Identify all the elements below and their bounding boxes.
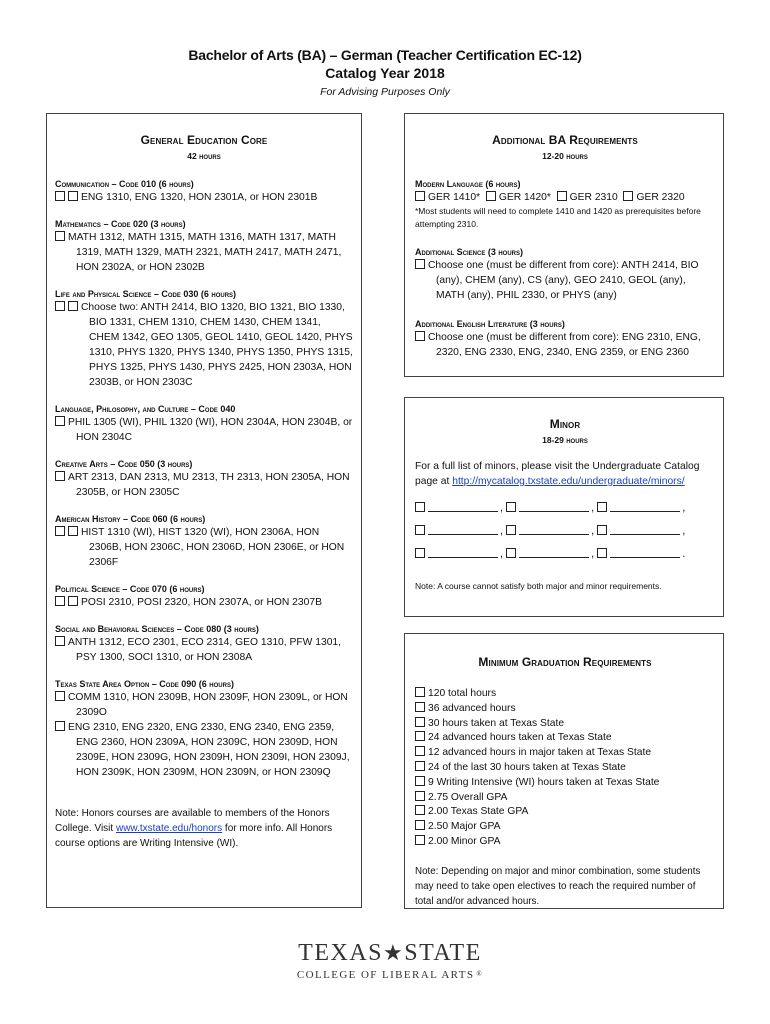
grad-title: Minimum Graduation Requirements [478,655,652,669]
checkbox[interactable] [415,717,425,727]
logo-wordmark: TEXAS★STATE [298,940,482,966]
checkbox[interactable] [55,596,65,606]
minor-course-field[interactable] [428,546,498,558]
general-education-box [46,113,362,908]
minor-course-field[interactable] [519,546,589,558]
grad-item: 2.50 Major GPA [415,820,715,835]
ba-hours: 12-20 hours [542,151,588,161]
area-option-heading: Texas State Area Option – Code 090 (6 hours) [55,679,234,689]
checkbox[interactable] [486,191,496,201]
science-courses: Choose two: ANTH 2414, BIO 1320, BIO 1321, BIO 1330, BIO 1331, CHEM 1310, CHEM 1430, CHEM 1341, CHEM 1342, GEO 1305, GEOL 1410, GEOL 1420, PHYS 1310, PHYS 1320, PHYS 1340, PHYS 1350, PHYS 1315, PHYS 1325, PHYS 1430, PHYS 2425, HON 2303A, HON 2303B, or HON 2303C [55,300,353,390]
additional-ba-box [404,113,724,377]
checkbox[interactable] [415,502,425,512]
area-option-courses-1: COMM 1310, HON 2309B, HON 2309F, HON 2309L, or HON 2309O [55,690,353,720]
minor-blank-row: , , , [415,497,715,520]
communication-heading: Communication – Code 010 (6 hours) [55,179,194,189]
mathematics-courses: MATH 1312, MATH 1315, MATH 1316, MATH 1317, MATH 1319, MATH 1329, MATH 2321, MATH 2417, MATH 2471, HON 2302A, or HON 2302B [55,230,353,275]
minor-course-field[interactable] [519,500,589,512]
minors-catalog-link[interactable]: http://mycatalog.txstate.edu/undergraduate/minors/ [452,476,685,487]
checkbox[interactable] [415,820,425,830]
catalog-year: Catalog Year 2018 [325,65,445,81]
language-note: *Most students will need to complete 1410 and 1420 as prerequisites before attempting 2310. [415,206,701,229]
minor-course-field[interactable] [610,546,680,558]
mathematics-heading: Mathematics – Code 020 (3 hours) [55,219,186,229]
minor-blank-row: , , . [415,543,715,566]
minor-course-field[interactable] [428,500,498,512]
modern-language-options: GER 1410* GER 1420* GER 2310 GER 2320 [415,190,715,205]
star-icon: ★ [383,940,405,965]
honors-link[interactable]: www.txstate.edu/honors [115,823,223,834]
grad-item: 24 of the last 30 hours taken at Texas State [415,761,715,776]
checkbox[interactable] [68,191,78,201]
area-option-courses-2: ENG 2310, ENG 2320, ENG 2330, ENG 2340, ENG 2359, ENG 2360, HON 2309A, HON 2309C, HON 2309D, HON 2309E, HON 2309G, HON 2309H, HON 2309I, HON 2309J, HON 2309K, HON 2309M, HON 2309N, or HON 2309Q [55,720,353,780]
checkbox[interactable] [415,687,425,697]
checkbox[interactable] [55,231,65,241]
checkbox[interactable] [597,502,607,512]
checkbox[interactable] [415,761,425,771]
social-sciences-courses: ANTH 1312, ECO 2301, ECO 2314, GEO 1310, PFW 1301, PSY 1300, SOCI 1310, or HON 2308A [55,635,353,665]
grad-item: 24 advanced hours taken at Texas State [415,731,715,746]
checkbox[interactable] [623,191,633,201]
communication-courses: ENG 1310, ENG 1320, HON 2301A, or HON 2301B [55,190,353,205]
advising-note: For Advising Purposes Only [320,86,450,98]
honors-note: Note: Honors courses are available to members of the Honors College. Visit www.txstate.edu/honors for more info. All Honors course options are Writing Intensive (WI). [55,808,333,849]
college-name: COLLEGE OF LIBERAL ARTS ® [296,969,484,981]
minor-note: Note: A course cannot satisfy both major and minor requirements. [415,581,662,591]
gen-ed-hours: 42 hours [187,151,221,161]
checkbox[interactable] [68,526,78,536]
grad-item: 120 total hours [415,687,715,702]
checkbox[interactable] [506,525,516,535]
checkbox[interactable] [415,805,425,815]
grad-note: Note: Depending on major and minor combination, some students may need to take open electives to reach the required number of total and/or advanced hours. [415,865,701,907]
minor-blank-row: , , , [415,520,715,543]
grad-item: 2.00 Minor GPA [415,835,715,850]
minor-title: Minor [549,417,581,431]
political-science-courses: POSI 2310, POSI 2320, HON 2307A, or HON 2307B [55,595,353,610]
checkbox[interactable] [415,731,425,741]
checkbox[interactable] [506,548,516,558]
american-history-heading: American History – Code 060 (6 hours) [55,514,206,524]
page-title: Bachelor of Arts (BA) – German (Teacher Certification EC-12) [188,47,582,63]
checkbox[interactable] [597,525,607,535]
english-literature-courses: Choose one (must be different from core): ENG 2310, ENG, 2320, ENG 2330, ENG, 2340, ENG 2359, or ENG 2360 [415,330,715,360]
language-philosophy-heading: Language, Philosophy, and Culture – Code 040 [55,404,236,414]
minor-hours: 18-29 hours [542,435,588,445]
checkbox[interactable] [415,776,425,786]
checkbox[interactable] [415,191,425,201]
grad-item: 12 advanced hours in major taken at Texas State [415,746,715,761]
american-history-courses: HIST 1310 (WI), HIST 1320 (WI), HON 2306A, HON 2306B, HON 2306C, HON 2306D, HON 2306E, or HON 2306F [55,525,353,570]
additional-science-heading: Additional Science (3 hours) [415,247,524,257]
grad-item: 9 Writing Intensive (WI) hours taken at Texas State [415,776,715,791]
checkbox[interactable] [55,636,65,646]
grad-item: 36 advanced hours [415,702,715,717]
checkbox[interactable] [55,526,65,536]
minor-course-field[interactable] [610,523,680,535]
checkbox[interactable] [55,191,65,201]
minor-course-field[interactable] [519,523,589,535]
grad-list [415,687,715,850]
creative-arts-heading: Creative Arts – Code 050 (3 hours) [55,459,193,469]
checkbox[interactable] [415,548,425,558]
modern-language-heading: Modern Language (6 hours) [415,179,521,189]
checkbox[interactable] [55,301,65,311]
checkbox[interactable] [55,416,65,426]
checkbox[interactable] [557,191,567,201]
checkbox[interactable] [415,791,425,801]
checkbox[interactable] [415,331,425,341]
graduation-requirements-box [404,633,724,909]
page-header [0,46,770,100]
checkbox[interactable] [55,691,65,701]
checkbox[interactable] [597,548,607,558]
language-philosophy-courses: PHIL 1305 (WI), PHIL 1320 (WI), HON 2304A, HON 2304B, or HON 2304C [55,415,353,445]
checkbox[interactable] [415,702,425,712]
minor-info: For a full list of minors, please visit the Undergraduate Catalog page at http://mycatalog.txstate.edu/undergraduate/minors/ [415,461,700,487]
checkbox[interactable] [415,259,425,269]
checkbox[interactable] [68,301,78,311]
social-sciences-heading: Social and Behavioral Sciences – Code 080 (3 hours) [55,624,259,634]
additional-science-courses: Choose one (must be different from core): ANTH 2414, BIO (any), CHEM (any), CS (any), GEO 2410, GEOL (any), MATH (any), PHIL 2330, or PHYS (any) [415,258,715,303]
checkbox[interactable] [55,471,65,481]
minor-course-field[interactable] [610,500,680,512]
grad-item: 30 hours taken at Texas State [415,717,715,732]
grad-item: 2.75 Overall GPA [415,791,715,806]
texas-state-logo [290,940,490,981]
checkbox[interactable] [415,746,425,756]
minor-box [404,397,724,617]
checkbox[interactable] [68,596,78,606]
checkbox[interactable] [55,721,65,731]
grad-item: 2.00 Texas State GPA [415,805,715,820]
creative-arts-courses: ART 2313, DAN 2313, MU 2313, TH 2313, HON 2305A, HON 2305B, or HON 2305C [55,470,353,500]
gen-ed-title: General Education Core [140,133,268,147]
checkbox[interactable] [415,525,425,535]
checkbox[interactable] [415,835,425,845]
checkbox[interactable] [506,502,516,512]
minor-course-field[interactable] [428,523,498,535]
ba-title: Additional BA Requirements [492,133,638,147]
english-literature-heading: Additional English Literature (3 hours) [415,319,565,329]
political-science-heading: Political Science – Code 070 (6 hours) [55,584,205,594]
science-heading: Life and Physical Science – Code 030 (6 hours) [55,289,237,299]
